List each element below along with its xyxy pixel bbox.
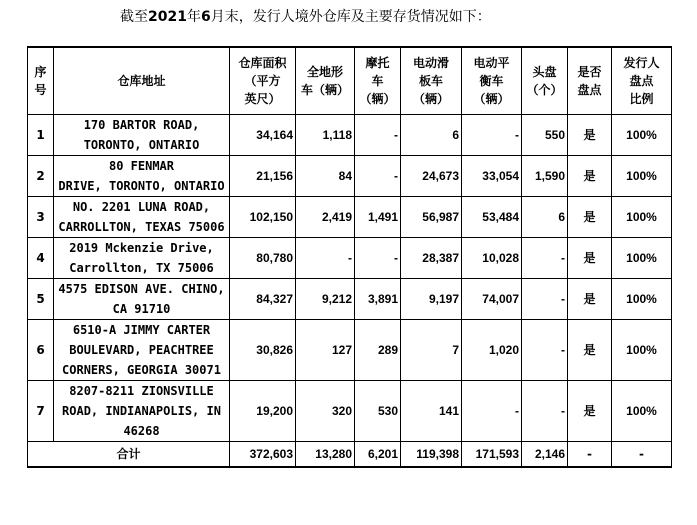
- table-body: [28, 47, 672, 467]
- header-atv: [296, 47, 355, 115]
- address-line: 80 FENMAR: [108, 159, 175, 173]
- intro-year: 2021: [148, 9, 187, 25]
- cell-counted: 是: [568, 115, 612, 156]
- cell-pallet: 6: [522, 197, 568, 238]
- cell-seq: 7: [28, 381, 54, 442]
- table-row: [28, 197, 672, 238]
- header-seq: [28, 47, 54, 115]
- cell-balance-car: 1,020: [462, 320, 522, 381]
- cell-counted: 是: [568, 320, 612, 381]
- cell-address: [54, 279, 230, 320]
- total-counted: -: [568, 442, 612, 468]
- address-line: CORNERS, GEORGIA 30071: [62, 363, 221, 377]
- header-balance-car: [462, 47, 522, 115]
- cell-ratio: 100%: [612, 381, 672, 442]
- cell-motorcycle: -: [355, 115, 401, 156]
- cell-address: [54, 115, 230, 156]
- cell-ratio: 100%: [612, 320, 672, 381]
- address-line: 8207-8211 ZIONSVILLE: [69, 384, 214, 398]
- address-line: 6510-A JIMMY CARTER: [72, 323, 211, 337]
- cell-scooter: 9,197: [401, 279, 462, 320]
- total-row: [28, 442, 672, 468]
- address-line: ROAD, INDIANAPOLIS, IN: [62, 404, 221, 418]
- cell-motorcycle: 1,491: [355, 197, 401, 238]
- header-counted: [568, 47, 612, 115]
- cell-area: 84,327: [230, 279, 296, 320]
- cell-counted: 是: [568, 381, 612, 442]
- cell-balance-car: -: [462, 115, 522, 156]
- cell-scooter: 56,987: [401, 197, 462, 238]
- header-line: （辆）: [473, 92, 510, 106]
- total-ratio: -: [612, 442, 672, 468]
- cell-atv: 127: [296, 320, 355, 381]
- cell-counted: 是: [568, 156, 612, 197]
- header-line: 车: [371, 74, 384, 88]
- header-line: 比例: [629, 92, 654, 106]
- header-line: 序: [34, 65, 47, 79]
- cell-seq: 5: [28, 279, 54, 320]
- cell-seq: 2: [28, 156, 54, 197]
- cell-counted: 是: [568, 238, 612, 279]
- cell-pallet: -: [522, 238, 568, 279]
- cell-pallet: -: [522, 320, 568, 381]
- header-line: 仓库面积: [238, 56, 287, 70]
- address-line: 2019 Mckenzie Drive,: [69, 241, 214, 255]
- header-line: 摩托: [365, 56, 390, 70]
- address-line: TORONTO, ONTARIO: [83, 138, 200, 152]
- cell-area: 80,780: [230, 238, 296, 279]
- header-line: 仓库地址: [117, 74, 166, 88]
- cell-atv: 84: [296, 156, 355, 197]
- cell-scooter: 24,673: [401, 156, 462, 197]
- cell-pallet: -: [522, 279, 568, 320]
- total-label: 合计: [28, 442, 230, 468]
- cell-ratio: 100%: [612, 197, 672, 238]
- table-header-row: [28, 47, 672, 115]
- address-line: CARROLLTON, TEXAS 75006: [58, 220, 225, 234]
- intro-year-unit: 年: [186, 9, 201, 25]
- cell-balance-car: 33,054: [462, 156, 522, 197]
- header-line: 是否: [577, 65, 602, 79]
- header-area: [230, 47, 296, 115]
- address-line: DRIVE, TORONTO, ONTARIO: [58, 179, 225, 193]
- cell-atv: 320: [296, 381, 355, 442]
- header-line: 电动滑: [412, 56, 449, 70]
- header-line: 盘点: [577, 83, 602, 97]
- cell-seq: 1: [28, 115, 54, 156]
- cell-atv: 1,118: [296, 115, 355, 156]
- cell-scooter: 28,387: [401, 238, 462, 279]
- address-line: 46268: [123, 424, 160, 438]
- cell-seq: 6: [28, 320, 54, 381]
- cell-pallet: -: [522, 381, 568, 442]
- header-line: 英尺）: [244, 92, 281, 106]
- cell-scooter: 7: [401, 320, 462, 381]
- total-motorcycle: 6,201: [355, 442, 401, 468]
- cell-area: 34,164: [230, 115, 296, 156]
- header-line: 电动平: [473, 56, 510, 70]
- cell-atv: 9,212: [296, 279, 355, 320]
- cell-address: [54, 381, 230, 442]
- cell-area: 19,200: [230, 381, 296, 442]
- cell-motorcycle: -: [355, 238, 401, 279]
- header-motorcycle: [355, 47, 401, 115]
- header-line: 头盘: [532, 65, 557, 79]
- header-line: （辆）: [359, 92, 396, 106]
- cell-address: [54, 238, 230, 279]
- header-line: （个）: [526, 83, 563, 97]
- cell-scooter: 6: [401, 115, 462, 156]
- cell-atv: -: [296, 238, 355, 279]
- intro-month: 6: [200, 9, 211, 25]
- address-line: CA 91710: [112, 302, 171, 316]
- cell-seq: 3: [28, 197, 54, 238]
- cell-pallet: 1,590: [522, 156, 568, 197]
- cell-scooter: 141: [401, 381, 462, 442]
- total-pallet: 2,146: [522, 442, 568, 468]
- address-line: 170 BARTOR ROAD,: [83, 118, 200, 132]
- address-line: NO. 2201 LUNA ROAD,: [72, 200, 211, 214]
- total-atv: 13,280: [296, 442, 355, 468]
- table-row: [28, 320, 672, 381]
- cell-balance-car: 10,028: [462, 238, 522, 279]
- cell-pallet: 550: [522, 115, 568, 156]
- table-row: [28, 279, 672, 320]
- cell-counted: 是: [568, 197, 612, 238]
- table-row: [28, 115, 672, 156]
- header-address: [54, 47, 230, 115]
- cell-area: 30,826: [230, 320, 296, 381]
- table-row: [28, 238, 672, 279]
- total-area: 372,603: [230, 442, 296, 468]
- address-line: BOULEVARD, PEACHTREE: [69, 343, 214, 357]
- address-line: 4575 EDISON AVE. CHINO,: [58, 282, 225, 296]
- cell-motorcycle: 289: [355, 320, 401, 381]
- total-balance-car: 171,593: [462, 442, 522, 468]
- total-scooter: 119,398: [401, 442, 462, 468]
- cell-balance-car: -: [462, 381, 522, 442]
- address-line: Carrollton, TX 75006: [69, 261, 214, 275]
- cell-ratio: 100%: [612, 156, 672, 197]
- header-line: 号: [34, 83, 47, 97]
- cell-seq: 4: [28, 238, 54, 279]
- intro-text: [120, 6, 491, 26]
- header-line: （辆）: [412, 92, 449, 106]
- table-row: [28, 381, 672, 442]
- header-line: 盘点: [629, 74, 654, 88]
- cell-balance-car: 74,007: [462, 279, 522, 320]
- intro-suffix: 月末，发行人境外仓库及主要存货情况如下：: [210, 9, 491, 25]
- header-line: 全地形: [306, 65, 343, 79]
- header-line: （平方: [244, 74, 281, 88]
- cell-address: [54, 156, 230, 197]
- header-line: 发行人: [623, 56, 660, 70]
- intro-prefix: 截至: [120, 9, 148, 25]
- header-ratio: [612, 47, 672, 115]
- table-row: [28, 156, 672, 197]
- cell-ratio: 100%: [612, 115, 672, 156]
- header-pallet: [522, 47, 568, 115]
- cell-ratio: 100%: [612, 238, 672, 279]
- cell-ratio: 100%: [612, 279, 672, 320]
- cell-balance-car: 53,484: [462, 197, 522, 238]
- cell-motorcycle: 530: [355, 381, 401, 442]
- cell-address: [54, 197, 230, 238]
- header-scooter: [401, 47, 462, 115]
- header-line: 车（辆）: [300, 83, 349, 97]
- cell-atv: 2,419: [296, 197, 355, 238]
- cell-area: 21,156: [230, 156, 296, 197]
- header-line: 衡车: [479, 74, 504, 88]
- warehouse-inventory-table: [27, 46, 672, 468]
- cell-counted: 是: [568, 279, 612, 320]
- cell-area: 102,150: [230, 197, 296, 238]
- header-line: 板车: [418, 74, 443, 88]
- cell-motorcycle: 3,891: [355, 279, 401, 320]
- cell-motorcycle: -: [355, 156, 401, 197]
- cell-address: [54, 320, 230, 381]
